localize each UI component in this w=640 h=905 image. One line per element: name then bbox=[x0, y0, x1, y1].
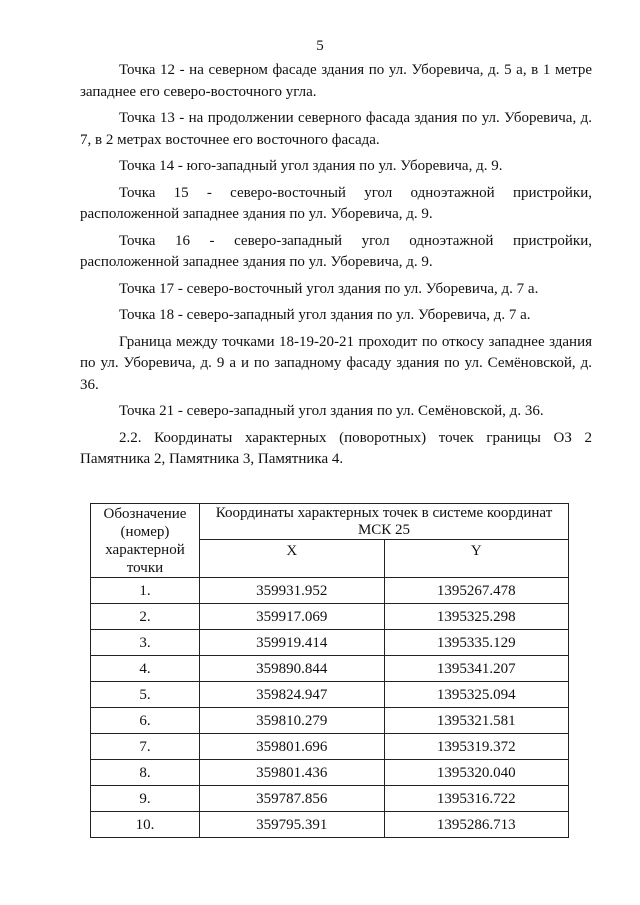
page-number: 5 bbox=[316, 38, 324, 54]
cell-y: 1395325.298 bbox=[384, 604, 569, 630]
cell-x: 359810.279 bbox=[200, 708, 385, 734]
table-row bbox=[91, 604, 569, 630]
cell-y: 1395321.581 bbox=[384, 708, 569, 734]
cell-y: 1395286.713 bbox=[384, 812, 569, 838]
table-row bbox=[91, 786, 569, 812]
table-row bbox=[91, 682, 569, 708]
header-x: X bbox=[200, 540, 385, 578]
cell-x: 359801.696 bbox=[200, 734, 385, 760]
cell-x: 359787.856 bbox=[200, 786, 385, 812]
paragraph-boundary-18-21: Граница между точками 18-19-20-21 проходит по откосу западнее здания по ул. Уборевича, д. 9 а и по западному фасаду здания по ул. Семёновской, д. 36. bbox=[80, 333, 592, 393]
coordinates-table bbox=[90, 503, 569, 838]
cell-y: 1395341.207 bbox=[384, 656, 569, 682]
header-y: Y bbox=[384, 540, 569, 578]
header-point-designation: Обозначение (номер) характерной точки bbox=[91, 504, 200, 578]
cell-point-number: 2. bbox=[91, 604, 200, 630]
cell-y: 1395320.040 bbox=[384, 760, 569, 786]
cell-point-number: 4. bbox=[91, 656, 200, 682]
cell-x: 359917.069 bbox=[200, 604, 385, 630]
cell-point-number: 6. bbox=[91, 708, 200, 734]
paragraph-point-15: Точка 15 - северо-восточный угол одноэтажной пристройки, расположенной западнее здания по ул. Уборевича, д. 9. bbox=[80, 184, 592, 222]
document-body bbox=[80, 60, 592, 476]
cell-point-number: 3. bbox=[91, 630, 200, 656]
section-heading-2-2: 2.2. Координаты характерных (поворотных) точек границы ОЗ 2 Памятника 2, Памятника 3, Памятника 4. bbox=[80, 429, 592, 467]
cell-x: 359890.844 bbox=[200, 656, 385, 682]
cell-point-number: 1. bbox=[91, 578, 200, 604]
table-row bbox=[91, 656, 569, 682]
paragraph-point-14: Точка 14 - юго-западный угол здания по ул. Уборевича, д. 9. bbox=[119, 158, 503, 174]
cell-y: 1395325.094 bbox=[384, 682, 569, 708]
header-coordinates: Координаты характерных точек в системе координат МСК 25 bbox=[200, 504, 569, 540]
cell-y: 1395335.129 bbox=[384, 630, 569, 656]
table-row bbox=[91, 734, 569, 760]
cell-x: 359795.391 bbox=[200, 812, 385, 838]
cell-x: 359919.414 bbox=[200, 630, 385, 656]
table-row bbox=[91, 812, 569, 838]
cell-point-number: 8. bbox=[91, 760, 200, 786]
cell-point-number: 5. bbox=[91, 682, 200, 708]
table-row bbox=[91, 760, 569, 786]
paragraph-point-21: Точка 21 - северо-западный угол здания по ул. Семёновской, д. 36. bbox=[119, 403, 544, 419]
cell-x: 359931.952 bbox=[200, 578, 385, 604]
paragraph-point-17: Точка 17 - северо-восточный угол здания по ул. Уборевича, д. 7 а. bbox=[119, 280, 539, 297]
cell-y: 1395319.372 bbox=[384, 734, 569, 760]
cell-point-number: 9. bbox=[91, 786, 200, 812]
cell-point-number: 10. bbox=[91, 812, 200, 838]
cell-point-number: 7. bbox=[91, 734, 200, 760]
table-row bbox=[91, 630, 569, 656]
paragraph-point-18: Точка 18 - северо-западный угол здания по ул. Уборевича, д. 7 а. bbox=[119, 307, 531, 323]
cell-y: 1395316.722 bbox=[384, 786, 569, 812]
cell-y: 1395267.478 bbox=[384, 578, 569, 604]
cell-x: 359801.436 bbox=[200, 760, 385, 786]
paragraph-point-16: Точка 16 - северо-западный угол одноэтажной пристройки, расположенной западнее здания по ул. Уборевича, д. 9. bbox=[80, 232, 592, 270]
paragraph-point-12: Точка 12 - на северном фасаде здания по ул. Уборевича, д. 5 а, в 1 метре западнее его северо-восточного угла. bbox=[80, 62, 592, 100]
table-row bbox=[91, 708, 569, 734]
paragraph-point-13: Точка 13 - на продолжении северного фасада здания по ул. Уборевича, д. 7, в 2 метрах восточнее его восточного фасада. bbox=[80, 110, 592, 148]
cell-x: 359824.947 bbox=[200, 682, 385, 708]
table-row bbox=[91, 578, 569, 604]
